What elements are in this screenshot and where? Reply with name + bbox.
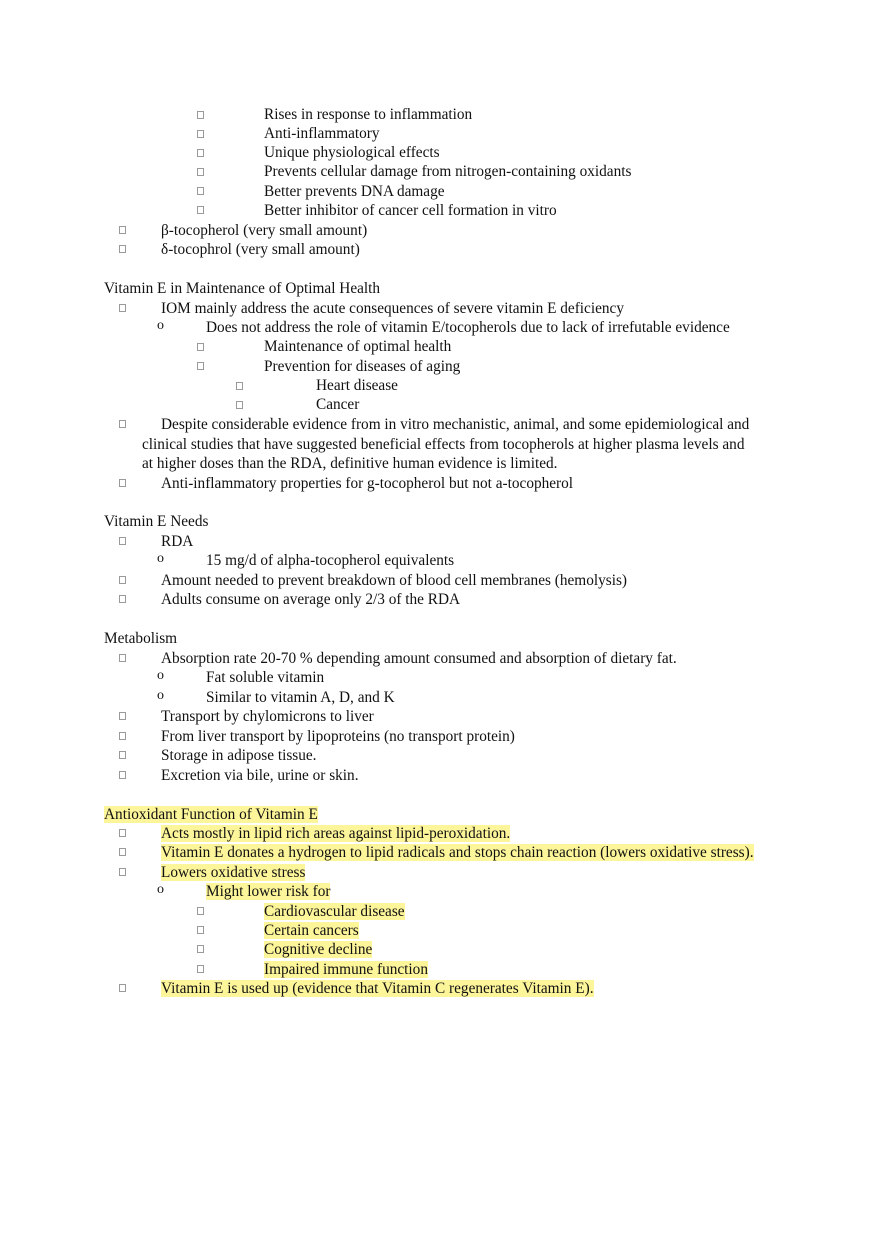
bullet-box xyxy=(236,382,243,390)
list-item: Vitamin E is used up (evidence that Vitamin C regenerates Vitamin E). xyxy=(161,980,594,997)
bullet-box xyxy=(236,401,243,409)
list-item: Better inhibitor of cancer cell formation in vitro xyxy=(264,202,557,219)
list-item: Excretion via bile, urine or skin. xyxy=(161,767,359,784)
bullet-box xyxy=(119,420,126,428)
list-item: Cancer xyxy=(316,396,360,413)
list-item: Certain cancers xyxy=(264,922,359,939)
list-item: Might lower risk for xyxy=(206,883,331,900)
list-item: Maintenance of optimal health xyxy=(264,338,452,355)
sub-bullet-marker: o xyxy=(157,318,164,333)
bullet-box xyxy=(197,111,204,119)
list-item: Cardiovascular disease xyxy=(264,903,405,920)
list-item: Impaired immune function xyxy=(264,961,428,978)
sub-bullet-marker: o xyxy=(157,882,164,897)
paragraph-line: clinical studies that have suggested beneficial effects from tocopherols at higher plasma levels and xyxy=(142,436,745,453)
bullet-box xyxy=(119,654,126,662)
section-heading: Antioxidant Function of Vitamin E xyxy=(104,806,318,823)
sub-bullet-marker: o xyxy=(157,688,164,703)
list-item: Prevents cellular damage from nitrogen-containing oxidants xyxy=(264,163,632,180)
list-item: 15 mg/d of alpha-tocopherol equivalents xyxy=(206,552,455,569)
bullet-box xyxy=(197,130,204,138)
bullet-box xyxy=(119,712,126,720)
bullet-box xyxy=(119,751,126,759)
list-item: Lowers oxidative stress xyxy=(161,864,306,881)
list-item: δ-tocophrol (very small amount) xyxy=(161,241,360,258)
paragraph-line: Despite considerable evidence from in vitro mechanistic, animal, and some epidemiological and xyxy=(161,416,750,433)
bullet-box xyxy=(197,149,204,157)
list-item: Similar to vitamin A, D, and K xyxy=(206,689,395,706)
list-item: Cognitive decline xyxy=(264,941,373,958)
list-item: Vitamin E donates a hydrogen to lipid radicals and stops chain reaction (lowers oxidative stress). xyxy=(161,844,754,861)
list-item: Rises in response to inflammation xyxy=(264,106,473,123)
bullet-box xyxy=(119,732,126,740)
bullet-box xyxy=(119,984,126,992)
list-item: Does not address the role of vitamin E/tocopherols due to lack of irrefutable evidence xyxy=(206,319,730,336)
bullet-box xyxy=(197,206,204,214)
bullet-box xyxy=(119,537,126,545)
list-item: Adults consume on average only 2/3 of the RDA xyxy=(161,591,461,608)
bullet-box xyxy=(119,304,126,312)
bullet-box xyxy=(119,829,126,837)
bullet-box xyxy=(197,343,204,351)
section-heading: Metabolism xyxy=(104,630,178,647)
bullet-box xyxy=(197,187,204,195)
list-item: Anti-inflammatory xyxy=(264,125,380,142)
list-item: IOM mainly address the acute consequences of severe vitamin E deficiency xyxy=(161,300,624,317)
bullet-box xyxy=(119,576,126,584)
list-item: From liver transport by lipoproteins (no transport protein) xyxy=(161,728,515,745)
bullet-box xyxy=(197,168,204,176)
bullet-box xyxy=(119,245,126,253)
sub-bullet-marker: o xyxy=(157,668,164,683)
section-heading: Vitamin E Needs xyxy=(104,513,209,530)
list-item: Amount needed to prevent breakdown of blood cell membranes (hemolysis) xyxy=(161,572,628,589)
paragraph-line: at higher doses than the RDA, definitive human evidence is limited. xyxy=(142,455,558,472)
sub-bullet-marker: o xyxy=(157,551,164,566)
bullet-box xyxy=(197,907,204,915)
list-item: Fat soluble vitamin xyxy=(206,669,325,686)
bullet-box xyxy=(197,362,204,370)
bullet-box xyxy=(119,771,126,779)
list-item: Prevention for diseases of aging xyxy=(264,358,461,375)
list-item: Acts mostly in lipid rich areas against lipid-peroxidation. xyxy=(161,825,511,842)
bullet-box xyxy=(197,945,204,953)
list-item: Better prevents DNA damage xyxy=(264,183,445,200)
section-heading: Vitamin E in Maintenance of Optimal Health xyxy=(104,280,381,297)
list-item: β-tocopherol (very small amount) xyxy=(161,222,368,239)
list-item: Transport by chylomicrons to liver xyxy=(161,708,374,725)
bullet-box xyxy=(119,226,126,234)
bullet-box xyxy=(197,926,204,934)
list-item: Heart disease xyxy=(316,377,398,394)
list-item: RDA xyxy=(161,533,194,550)
list-item: Unique physiological effects xyxy=(264,144,440,161)
bullet-box xyxy=(119,479,126,487)
bullet-box xyxy=(197,965,204,973)
bullet-box xyxy=(119,848,126,856)
list-item: Storage in adipose tissue. xyxy=(161,747,317,764)
bullet-box xyxy=(119,595,126,603)
list-item: Absorption rate 20-70 % depending amount consumed and absorption of dietary fat. xyxy=(161,650,677,667)
list-item: Anti-inflammatory properties for g-tocopherol but not a-tocopherol xyxy=(161,475,574,492)
bullet-box xyxy=(119,868,126,876)
